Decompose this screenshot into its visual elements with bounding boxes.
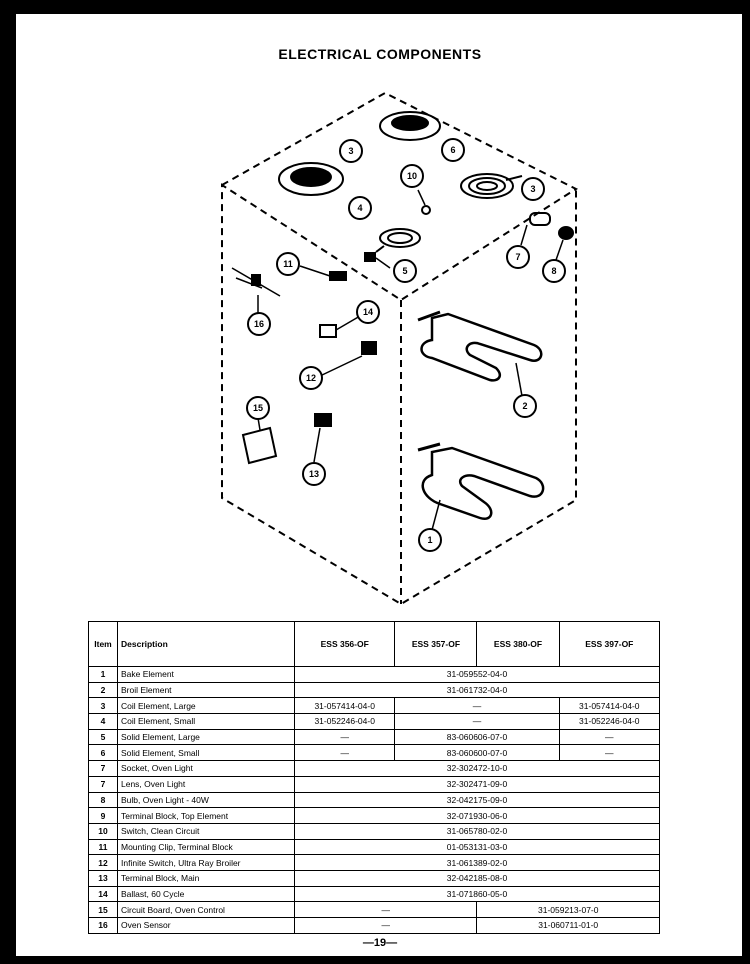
part-number-ess397: 31-057414-04-0	[559, 698, 659, 714]
svg-text:8: 8	[551, 266, 557, 276]
part-number-ess397: —	[559, 729, 659, 745]
part-description: Bake Element	[118, 667, 295, 683]
table-row	[89, 886, 660, 902]
table-row	[89, 808, 660, 824]
item-number: 8	[89, 792, 118, 808]
left-panel-parts	[232, 266, 376, 463]
item-number: 7	[89, 776, 118, 792]
table-row	[89, 870, 660, 886]
table-row	[89, 792, 660, 808]
item-number: 2	[89, 682, 118, 698]
item-number: 13	[89, 870, 118, 886]
header-model-2: ESS 357-OF	[395, 622, 477, 667]
bake-element	[423, 448, 543, 519]
part-number-ess356-357: —	[295, 902, 477, 918]
part-description: Solid Element, Large	[118, 729, 295, 745]
item-number: 14	[89, 886, 118, 902]
svg-text:11: 11	[283, 259, 293, 269]
table-row	[89, 776, 660, 792]
part-description: Lens, Oven Light	[118, 776, 295, 792]
part-number-ess357-380: 83-060606-07-0	[395, 729, 559, 745]
svg-text:14: 14	[362, 307, 374, 317]
table-row	[89, 667, 660, 683]
callout-13	[303, 463, 325, 485]
callout-2	[514, 395, 536, 417]
svg-text:5: 5	[402, 266, 408, 276]
part-number-all-models: 31-061389-02-0	[295, 855, 660, 871]
table-row	[89, 714, 660, 730]
header-model-1: ESS 356-OF	[295, 622, 395, 667]
part-number-ess356: —	[295, 745, 395, 761]
svg-text:7: 7	[515, 252, 521, 262]
broil-element	[422, 314, 542, 380]
svg-text:2: 2	[522, 401, 528, 411]
item-number: 12	[89, 855, 118, 871]
part-number-ess356: —	[295, 729, 395, 745]
table-row	[89, 918, 660, 934]
part-number-ess397: —	[559, 745, 659, 761]
part-description: Ballast, 60 Cycle	[118, 886, 295, 902]
item-number: 3	[89, 698, 118, 714]
part-description: Circuit Board, Oven Control	[118, 902, 295, 918]
callouts	[247, 139, 565, 551]
callout-6	[442, 139, 464, 161]
part-description: Terminal Block, Main	[118, 870, 295, 886]
callout-8	[543, 260, 565, 282]
table-row	[89, 902, 660, 918]
coil-element-small	[380, 229, 420, 247]
table-body	[89, 667, 660, 934]
svg-text:15: 15	[252, 403, 264, 413]
parts-table	[88, 621, 660, 934]
circuit-board	[243, 428, 276, 463]
item-number: 15	[89, 902, 118, 918]
part-number-ess397: 31-052246-04-0	[559, 714, 659, 730]
callout-3a	[340, 140, 362, 162]
table-row	[89, 729, 660, 745]
item-number: 5	[89, 729, 118, 745]
part-number-ess357-380: —	[395, 714, 559, 730]
header-item: Item	[89, 622, 118, 667]
item-number: 7	[89, 761, 118, 777]
callout-3b	[522, 178, 544, 200]
part-number-all-models: 31-061732-04-0	[295, 682, 660, 698]
svg-text:4: 4	[357, 203, 363, 213]
ballast	[320, 325, 336, 337]
part-description: Bulb, Oven Light - 40W	[118, 792, 295, 808]
mounting-clip	[330, 272, 346, 280]
header-description: Description	[118, 622, 295, 667]
oven-light-bulb	[559, 227, 573, 239]
part-number-all-models: 31-065780-02-0	[295, 823, 660, 839]
item-number: 10	[89, 823, 118, 839]
header-model-3: ESS 380-OF	[477, 622, 559, 667]
callout-4	[349, 197, 371, 219]
item-number: 6	[89, 745, 118, 761]
callout-7	[507, 246, 529, 268]
table-row	[89, 839, 660, 855]
part-description: Mounting Clip, Terminal Block	[118, 839, 295, 855]
part-description: Oven Sensor	[118, 918, 295, 934]
svg-text:3: 3	[530, 184, 536, 194]
part-description: Terminal Block, Top Element	[118, 808, 295, 824]
part-number-all-models: 31-071860-05-0	[295, 886, 660, 902]
part-description: Broil Element	[118, 682, 295, 698]
header-model-4: ESS 397-OF	[559, 622, 659, 667]
callout-1	[419, 529, 441, 551]
part-number-all-models: 01-053131-03-0	[295, 839, 660, 855]
svg-text:1: 1	[427, 535, 433, 545]
part-number-ess357-380: 83-060600-07-0	[395, 745, 559, 761]
item-number: 9	[89, 808, 118, 824]
svg-text:3: 3	[348, 146, 354, 156]
svg-text:13: 13	[308, 469, 320, 479]
part-number-ess356: 31-052246-04-0	[295, 714, 395, 730]
part-description: Infinite Switch, Ultra Ray Broiler	[118, 855, 295, 871]
callout-15	[247, 397, 269, 419]
part-number-all-models: 32-302471-09-0	[295, 776, 660, 792]
table-header-row	[89, 622, 660, 667]
callout-5	[394, 260, 416, 282]
part-number-ess356-357: —	[295, 918, 477, 934]
svg-text:16: 16	[253, 319, 265, 329]
part-number-ess356: 31-057414-04-0	[295, 698, 395, 714]
item-number: 4	[89, 714, 118, 730]
table-row	[89, 682, 660, 698]
table-row	[89, 745, 660, 761]
item-number: 16	[89, 918, 118, 934]
part-number-all-models: 31-059552-04-0	[295, 667, 660, 683]
callout-10	[401, 165, 423, 187]
table-row	[89, 823, 660, 839]
callout-14	[357, 301, 379, 323]
callout-11	[277, 253, 299, 275]
part-description: Solid Element, Small	[118, 745, 295, 761]
svg-text:6: 6	[450, 145, 456, 155]
item-number: 11	[89, 839, 118, 855]
part-number-all-models: 32-302472-10-0	[295, 761, 660, 777]
cabinet-outline	[222, 93, 576, 604]
page-title: ELECTRICAL COMPONENTS	[278, 46, 482, 62]
infinite-switch	[362, 342, 376, 354]
oven-elements	[418, 312, 543, 530]
callout-16	[248, 313, 270, 335]
table-row	[89, 698, 660, 714]
part-description: Socket, Oven Light	[118, 761, 295, 777]
part-number-all-models: 32-042175-09-0	[295, 792, 660, 808]
part-number-ess380-397: 31-059213-07-0	[477, 902, 660, 918]
item-number: 1	[89, 667, 118, 683]
svg-text:12: 12	[305, 373, 317, 383]
part-number-ess380-397: 31-060711-01-0	[477, 918, 660, 934]
table-row	[89, 761, 660, 777]
oven-light-socket	[530, 213, 550, 225]
terminal-block-top	[365, 253, 375, 261]
callout-12	[300, 367, 322, 389]
part-description: Switch, Clean Circuit	[118, 823, 295, 839]
clean-switch	[422, 206, 430, 214]
part-number-all-models: 32-071930-06-0	[295, 808, 660, 824]
terminal-block-main	[315, 414, 331, 426]
part-description: Coil Element, Small	[118, 714, 295, 730]
part-description: Coil Element, Large	[118, 698, 295, 714]
part-number-all-models: 32-042185-08-0	[295, 870, 660, 886]
part-number-ess357-380: —	[395, 698, 559, 714]
page-number: —19—	[362, 937, 398, 949]
table-row	[89, 855, 660, 871]
svg-text:10: 10	[406, 171, 418, 181]
